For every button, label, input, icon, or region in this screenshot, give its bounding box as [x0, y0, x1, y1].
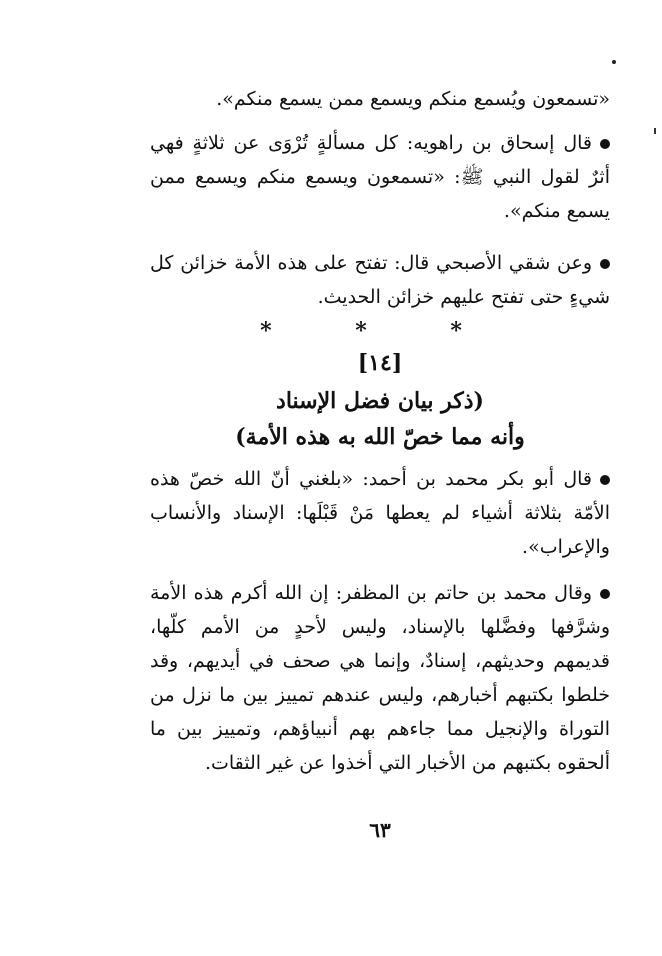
bullet-icon [600, 139, 610, 149]
section-subtitle: وأنه مما خصّ الله به هذه الأمة) [235, 424, 525, 450]
paragraph-muhammad-hatim [150, 576, 610, 780]
paragraph-shaqi [150, 246, 610, 314]
page-number: ٦٣ [369, 818, 391, 842]
paragraph-text: قال أبو بكر محمد بن أحمد: «بلغني أنّ الله خصّ هذه الأمّة بثلاثة أشياء لم يعطها مَنْ قَبْلَها: الإسناد والأنساب والإعراب». [150, 468, 610, 558]
paragraph-continuation [150, 82, 610, 116]
margin-tick [654, 128, 656, 134]
section-separator-stars: * * * [260, 318, 500, 344]
paragraph-abu-bakr [150, 462, 610, 564]
paragraph-text: وقال محمد بن حاتم بن المظفر: إن الله أكرم هذه الأمة وشرَّفها وفضَّلها بالإسناد، وليس لأحدٍ من الأمم كلّها، قديمهم وحديثهم، إسنادٌ، وإنما هي صحف في أيديهم، وقد خلطوا بكتبهم أخبارهم، وليس عندهم تمييز بين ما نزل من التوراة والإنجيل مما جاءهم بهم أنبياؤهم، وتمييز بين ما ألحقوه بكتبهم من الأخبار التي أخذوا عن غير الثقات. [150, 582, 610, 774]
paragraph-ishaq [150, 126, 610, 228]
paragraph-text: قال إسحاق بن راهويه: كل مسألةٍ تُرْوَى عن ثلاثةٍ فهي أثرٌ لقول النبي ﷺ: «تسمعون ويسمع منكم ويسمع ممن يسمع منكم». [150, 132, 610, 222]
section-title: (ذكر بيان فضل الإسناد [276, 388, 484, 414]
paragraph-text: وعن شقي الأصبحي قال: تفتح على هذه الأمة خزائن كل شيءٍ حتى تفتح عليهم خزائن الحديث. [150, 252, 610, 308]
section-number: [١٤] [357, 350, 403, 376]
margin-dot [612, 60, 616, 64]
bullet-icon [600, 475, 610, 485]
bullet-icon [600, 589, 610, 599]
bullet-icon [600, 259, 610, 269]
paragraph-text: «تسمعون ويُسمع منكم ويسمع ممن يسمع منكم». [216, 88, 610, 110]
